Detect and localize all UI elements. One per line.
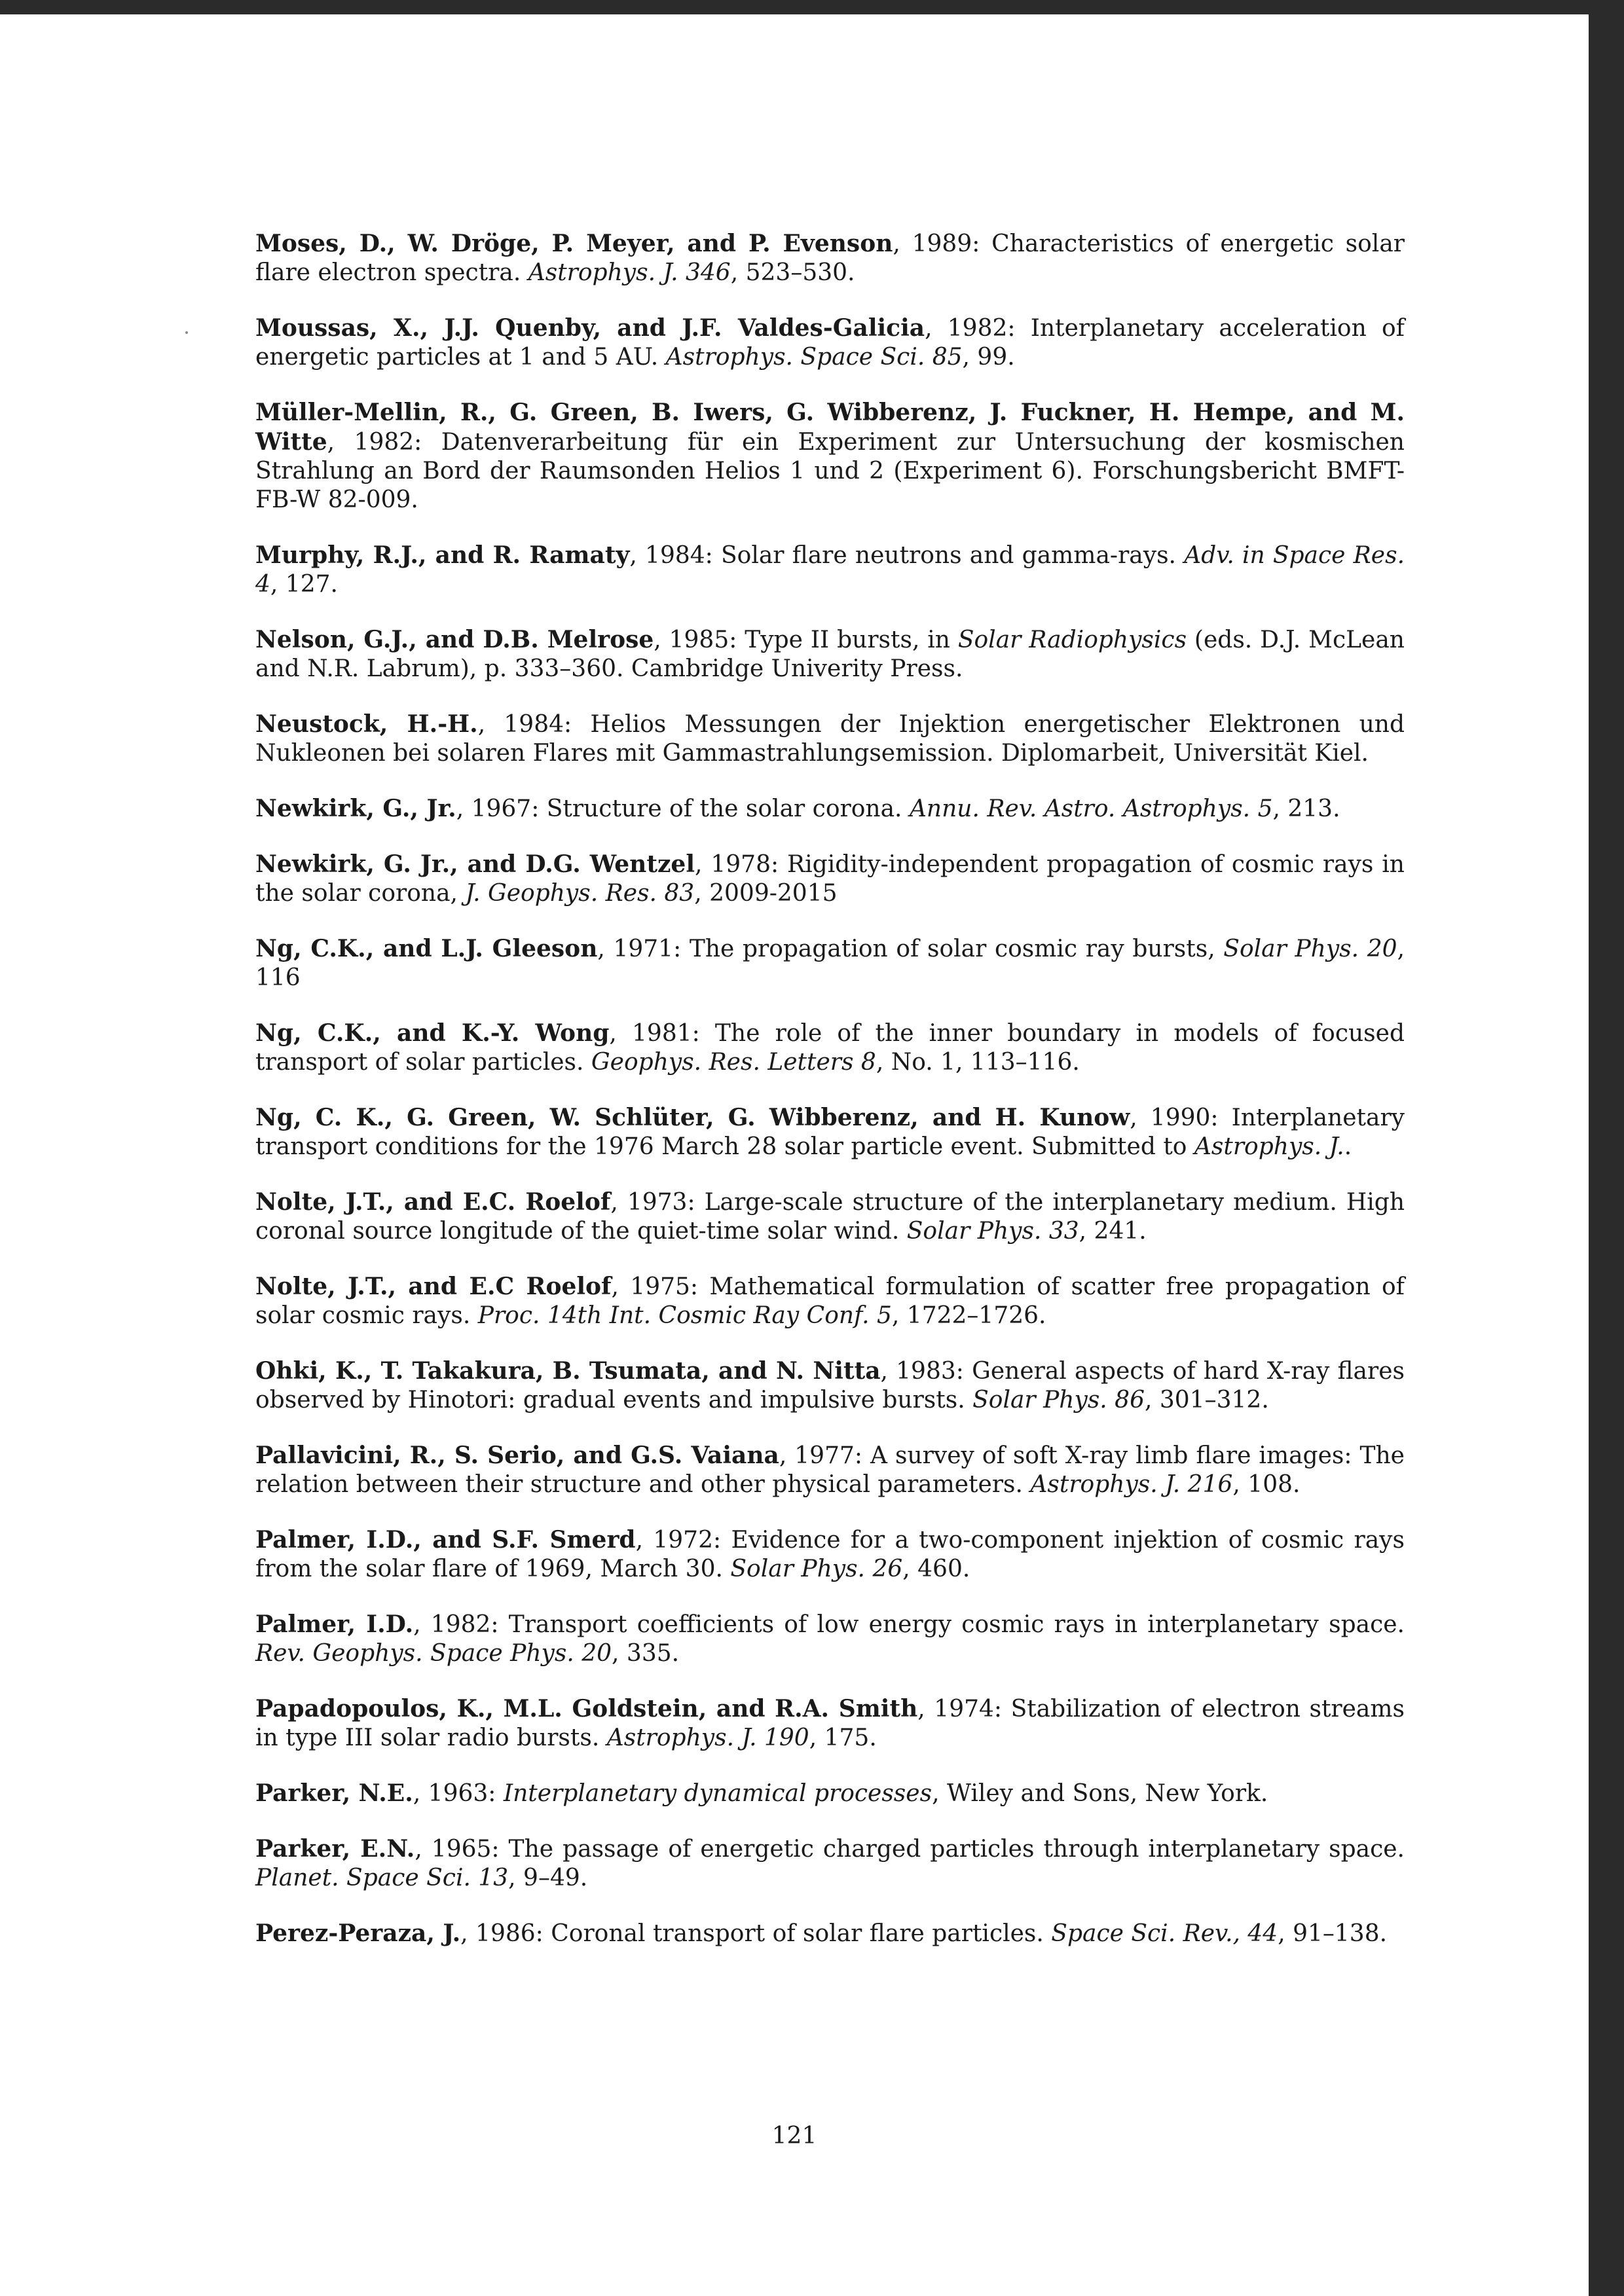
reference-journal: J. Geophys. Res. 83 (465, 880, 695, 907)
reference-entry (255, 934, 1405, 993)
page-number: 121 (771, 2123, 817, 2149)
reference-authors: Papadopoulos, K., M.L. Goldstein, and R.A. Smith (255, 1695, 918, 1722)
reference-entry (255, 1834, 1405, 1893)
reference-text: , 1974: Stabilization of electron streams in type III solar radio bursts. (255, 1696, 1405, 1751)
reference-journal: Solar Phys. 26 (730, 1556, 903, 1582)
reference-authors: Moses, D., W. Dröge, P. Meyer, and P. Evenson (255, 230, 893, 257)
reference-journal: Solar Phys. 86 (972, 1387, 1145, 1413)
reference-pages: , 523–530. (730, 259, 855, 286)
reference-entry (255, 314, 1405, 372)
reference-text: , 1982: Datenverarbeitung für ein Experiment zur Untersuchung der kosmischen Strahlung an Bord der Raumsonden Helios 1 und 2 (Experiment 6). Forschungsbericht BMFT-FB-W 82-009. (255, 429, 1405, 513)
reference-text: , 1983: General aspects of hard X-ray flares observed by Hinotori: gradual events and impulsive bursts. (255, 1358, 1405, 1413)
reference-authors: Parker, E.N. (255, 1835, 415, 1863)
reference-authors: Palmer, I.D. (255, 1611, 414, 1638)
reference-authors: Nelson, G.J., and D.B. Melrose (255, 626, 654, 653)
reference-pages: , 2009-2015 (694, 880, 838, 907)
reference-journal: Astrophys. J. (1194, 1133, 1344, 1160)
reference-text: , 1981: The role of the inner boundary in models of focused transport of solar particles. (255, 1020, 1405, 1076)
reference-entry (255, 625, 1405, 683)
reference-text: , 1965: The passage of energetic charged particles through interplanetary space. (415, 1836, 1405, 1863)
reference-entry (255, 710, 1405, 768)
reference-authors: Moussas, X., J.J. Quenby, and J.F. Valdes-Galicia (255, 314, 925, 342)
reference-authors: Perez-Peraza, J. (255, 1920, 461, 1947)
reference-journal: Annu. Rev. Astro. Astrophys. 5 (909, 795, 1273, 822)
reference-pages: , 108. (1232, 1471, 1301, 1498)
scan-speck (185, 331, 188, 334)
reference-authors: Pallavicini, R., S. Serio, and G.S. Vaiana (255, 1442, 779, 1469)
reference-text: , 1984: Solar flare neutrons and gamma-rays. (629, 542, 1185, 569)
reference-text: , 1977: A survey of soft X-ray limb flare images: The relation between their structure and other physical parameters. (255, 1442, 1405, 1498)
reference-entry (255, 1188, 1405, 1246)
reference-text: , 1972: Evidence for a two-component injektion of cosmic rays from the solar flare of 1969, March 30. (255, 1527, 1405, 1582)
reference-pages: (eds. D.J. McLean and N.R. Labrum), p. 333–360. Cambridge Univerity Press. (255, 627, 1405, 682)
reference-text: , 1975: Mathematical formulation of scatter free propagation of solar cosmic rays. (255, 1273, 1405, 1329)
reference-pages: , No. 1, 113–116. (876, 1049, 1080, 1076)
scan-border-right (1589, 0, 1624, 2296)
reference-text: , 1982: Interplanetary acceleration of energetic particles at 1 and 5 AU. (255, 315, 1405, 371)
reference-entry (255, 398, 1405, 515)
reference-pages: , 213. (1272, 795, 1340, 822)
reference-authors: Müller-Mellin, R., G. Green, B. Iwers, G. Wibberenz, J. Fuckner, H. Hempe, and M. Witte (255, 399, 1405, 456)
reference-authors: Ohki, K., T. Takakura, B. Tsumata, and N. Nitta (255, 1357, 881, 1385)
reference-pages: , 175. (809, 1724, 877, 1751)
reference-entry (255, 229, 1405, 287)
reference-text: , 1990: Interplanetary transport conditions for the 1976 March 28 solar particle event. Submitted to (255, 1104, 1405, 1160)
reference-text: , 1971: The propagation of solar cosmic ray bursts, (597, 936, 1224, 962)
reference-pages: . (1344, 1133, 1352, 1160)
reference-authors: Ng, C. K., G. Green, W. Schlüter, G. Wibberenz, and H. Kunow (255, 1104, 1130, 1131)
reference-authors: Newkirk, G., Jr. (255, 795, 456, 822)
reference-entry (255, 1610, 1405, 1668)
reference-entry (255, 1441, 1405, 1499)
reference-entry (255, 1694, 1405, 1753)
reference-journal: Astrophys. Space Sci. 85 (665, 344, 963, 371)
reference-authors: Nolte, J.T., and E.C Roelof (255, 1273, 612, 1300)
reference-pages: , 1722–1726. (891, 1302, 1046, 1329)
reference-pages: , 301–312. (1145, 1387, 1269, 1413)
reference-journal: Astrophys. J. 346 (528, 259, 731, 286)
reference-entry (255, 794, 1405, 824)
reference-authors: Neustock, H.-H. (255, 710, 478, 738)
reference-pages: , 116 (255, 936, 1405, 991)
document-page (0, 14, 1589, 2296)
reference-journal: Solar Phys. 20 (1223, 936, 1397, 962)
reference-entry (255, 1103, 1405, 1161)
reference-text: , 1967: Structure of the solar corona. (456, 795, 910, 822)
reference-pages: , Wiley and Sons, New York. (932, 1780, 1268, 1807)
reference-text: , 1963: (413, 1780, 504, 1807)
reference-list (255, 229, 1405, 1975)
reference-journal: Adv. in Space Res. 4 (255, 542, 1405, 598)
reference-entry (255, 1272, 1405, 1330)
reference-journal: Solar Radiophysics (957, 627, 1187, 653)
reference-pages: , 91–138. (1278, 1920, 1388, 1947)
reference-authors: Ng, C.K., and K.-Y. Wong (255, 1019, 610, 1047)
reference-journal: Solar Phys. 33 (906, 1218, 1079, 1245)
reference-entry (255, 1779, 1405, 1808)
reference-pages: , 241. (1079, 1218, 1147, 1245)
reference-entry (255, 1525, 1405, 1584)
reference-pages: , 99. (962, 344, 1015, 371)
reference-journal: Planet. Space Sci. 13 (255, 1865, 509, 1891)
reference-authors: Murphy, R.J., and R. Ramaty (255, 541, 630, 569)
reference-journal: Geophys. Res. Letters 8 (591, 1049, 876, 1076)
reference-text: , 1986: Coronal transport of solar flare particles. (460, 1920, 1052, 1947)
reference-authors: Newkirk, G. Jr., and D.G. Wentzel (255, 850, 695, 878)
reference-text: , 1973: Large-scale structure of the interplanetary medium. High coronal source longitude of the quiet-time solar wind. (255, 1189, 1405, 1245)
reference-authors: Palmer, I.D., and S.F. Smerd (255, 1526, 636, 1554)
reference-journal: Interplanetary dynamical processes (503, 1780, 932, 1807)
reference-text: , 1985: Type II bursts, in (654, 627, 958, 653)
reference-pages: , 335. (612, 1640, 680, 1667)
reference-entry (255, 1357, 1405, 1415)
reference-entry (255, 1919, 1405, 1948)
reference-text: , 1978: Rigidity-independent propagation of cosmic rays in the solar corona, (255, 851, 1405, 907)
reference-entry (255, 850, 1405, 908)
reference-journal: Astrophys. J. 190 (606, 1724, 809, 1751)
reference-text: , 1982: Transport coefficients of low energy cosmic rays in interplanetary space. (413, 1611, 1405, 1638)
reference-pages: , 460. (902, 1556, 970, 1582)
reference-authors: Nolte, J.T., and E.C. Roelof (255, 1188, 611, 1216)
reference-text: , 1989: Characteristics of energetic solar flare electron spectra. (255, 230, 1405, 286)
scan-border-top (0, 0, 1624, 14)
reference-journal: Proc. 14th Int. Cosmic Ray Conf. 5 (477, 1302, 892, 1329)
reference-journal: Astrophys. J. 216 (1030, 1471, 1233, 1498)
reference-journal: Rev. Geophys. Space Phys. 20 (255, 1640, 612, 1667)
reference-pages: , 9–49. (508, 1865, 588, 1891)
reference-entry (255, 541, 1405, 599)
reference-entry (255, 1019, 1405, 1077)
reference-pages: , 127. (270, 571, 338, 598)
reference-journal: Space Sci. Rev., 44 (1051, 1920, 1278, 1947)
reference-text: , 1984: Helios Messungen der Injektion energetischer Elektronen und Nukleonen bei solaren Flares mit Gammastrahlungsemission. Diplomarbeit, Universität Kiel. (255, 711, 1405, 767)
reference-authors: Ng, C.K., and L.J. Gleeson (255, 935, 598, 962)
reference-authors: Parker, N.E. (255, 1779, 413, 1807)
